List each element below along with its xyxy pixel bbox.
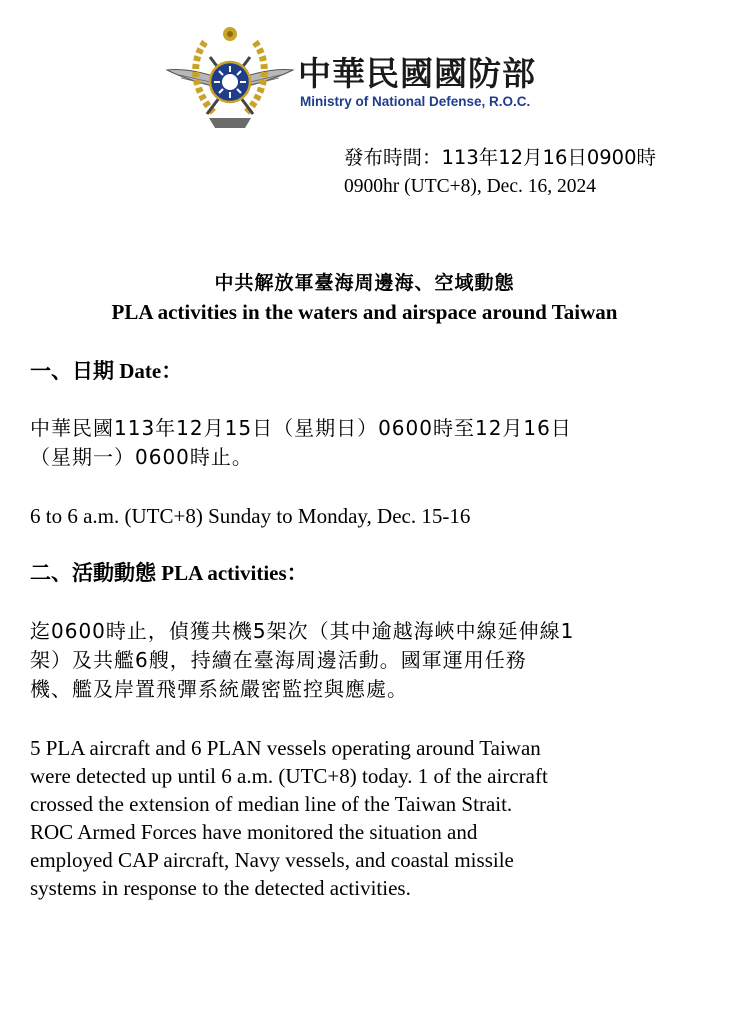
paragraph-line: 中華民國113年12月15日（星期日）0600時至12月16日 [30, 416, 572, 440]
section-activities-heading [30, 559, 720, 587]
release-time [344, 143, 656, 201]
paragraph-line: 5 PLA aircraft and 6 PLAN vessels operating around Taiwan [30, 736, 541, 760]
paragraph-line: crossed the extension of median line of the Taiwan Strait. [30, 792, 513, 816]
section-date-heading-en: Date： [114, 359, 183, 383]
paragraph-line: systems in response to the detected activities. [30, 876, 411, 900]
section-activities-text-en [30, 734, 720, 902]
section-date-heading-cn: 一、日期 [30, 359, 114, 383]
section-activities-heading-cn: 二、活動動態 [30, 561, 156, 585]
paragraph-line: ROC Armed Forces have monitored the situation and [30, 820, 478, 844]
paragraph-line: （星期一）0600時止。 [30, 445, 253, 469]
section-date-heading [30, 357, 720, 385]
section-date-text-cn [30, 414, 720, 472]
section-activities-heading-en: PLA activities： [156, 561, 308, 585]
release-time-en: 0900hr (UTC+8), Dec. 16, 2024 [344, 176, 596, 197]
release-time-cn: 發布時間：113年12月16日0900時 [344, 146, 656, 169]
section-date-text-en: 6 to 6 a.m. (UTC+8) Sunday to Monday, Dec. 15-16 [30, 504, 471, 528]
org-name-en: Ministry of National Defense, R.O.C. [300, 94, 531, 109]
paragraph-line: 機、艦及岸置飛彈系統嚴密監控與應處。 [30, 677, 408, 701]
paragraph-line: were detected up until 6 a.m. (UTC+8) today. 1 of the aircraft [30, 764, 548, 788]
paragraph-line: 架）及共艦6艘，持續在臺海周邊活動。國軍運用任務 [30, 648, 527, 672]
header [165, 22, 585, 132]
document-title [0, 268, 729, 326]
org-name-cn: 中華民國國防部 [298, 54, 536, 93]
title-cn: 中共解放軍臺海周邊海、空域動態 [214, 272, 515, 294]
paragraph-line: 迄0600時止，偵獲共機5架次（其中逾越海峽中線延伸線1 [30, 619, 575, 643]
paragraph-line: employed CAP aircraft, Navy vessels, and coastal missile [30, 848, 514, 872]
section-activities-text-cn [30, 617, 720, 704]
title-en: PLA activities in the waters and airspace around Taiwan [111, 300, 618, 324]
mnd-emblem-icon [165, 22, 295, 132]
